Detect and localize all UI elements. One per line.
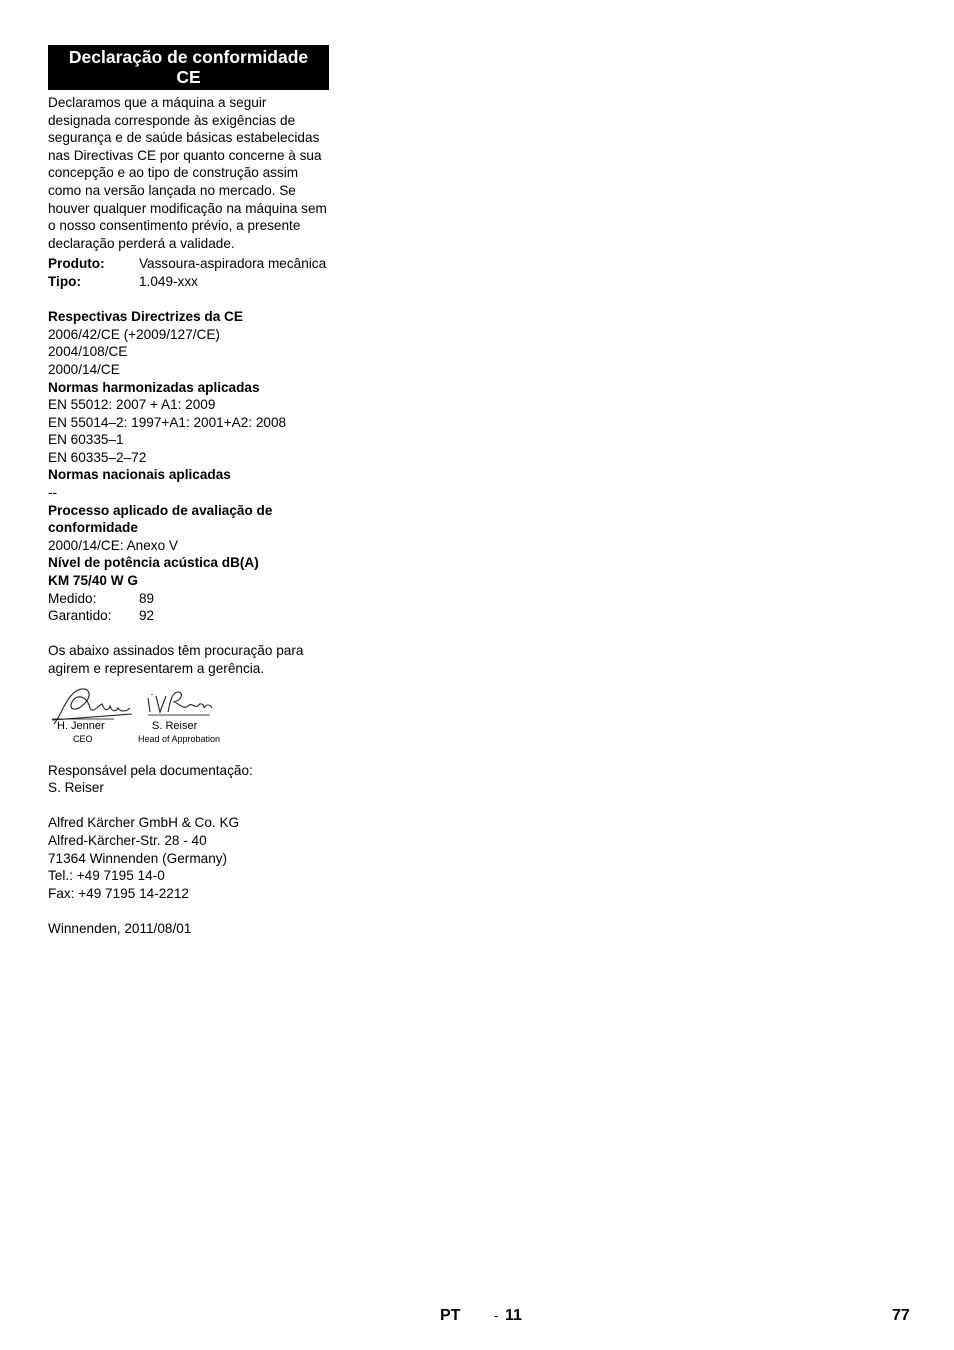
right-handwriting: i.V. Reiser bbox=[198, 727, 203, 729]
directives-heading: Respectivas Directrizes da CE bbox=[48, 309, 243, 325]
page-number: 77 bbox=[892, 1307, 910, 1324]
left-signer-name: H. Jenner bbox=[57, 719, 105, 732]
signature-block bbox=[48, 684, 329, 750]
type-row bbox=[48, 273, 329, 291]
standard-item: EN 60335–2–72 bbox=[48, 449, 147, 465]
page-title bbox=[48, 45, 329, 90]
footer-section-page: 11 bbox=[505, 1307, 522, 1324]
directive-item: 2004/108/CE bbox=[48, 344, 128, 360]
product-row bbox=[48, 255, 329, 273]
national-heading: Normas nacionais aplicadas bbox=[48, 467, 231, 483]
sound-heading: Nível de potência acústica dB(A) bbox=[48, 555, 259, 571]
measured-label: Medido: bbox=[48, 590, 97, 606]
company-address bbox=[48, 814, 329, 902]
directives-list bbox=[48, 326, 329, 379]
title-line-2: CE bbox=[176, 67, 201, 87]
guaranteed-row bbox=[48, 607, 329, 625]
standard-item: EN 55014–2: 1997+A1: 2001+A2: 2008 bbox=[48, 414, 287, 430]
place-date: Winnenden, 2011/08/01 bbox=[48, 920, 192, 936]
measured-row bbox=[48, 590, 329, 608]
procedure-value: 2000/14/CE: Anexo V bbox=[48, 537, 178, 553]
product-value: Vassoura-aspiradora mecânica bbox=[139, 256, 327, 272]
national-value: -- bbox=[48, 485, 58, 501]
procedure-heading: Processo aplicado de avaliação de conformidade bbox=[48, 502, 273, 536]
type-value: 1.049-xxx bbox=[139, 273, 198, 289]
documentation-label: Responsável pela documentação: bbox=[48, 762, 253, 778]
footer-dash: - bbox=[494, 1308, 499, 1323]
harmonized-heading: Normas harmonizadas aplicadas bbox=[48, 379, 260, 395]
address-line: Fax: +49 7195 14-2212 bbox=[48, 885, 189, 901]
intro-paragraph: Declaramos que a máquina a seguir designada corresponde às exigências de segurança e de saúde básicas estabelecidas nas Directivas CE por quanto concerne à sua concepção e ao tipo de construção assim como na versão lançada no mercado. Se houver qualquer modificação na máquina sem o nosso consentimento prévio, a presente declaração perderá a validade. bbox=[48, 95, 327, 251]
standard-item: EN 60335–1 bbox=[48, 432, 124, 448]
directive-item: 2000/14/CE bbox=[48, 361, 120, 377]
harmonized-list bbox=[48, 396, 329, 466]
address-line: Alfred Kärcher GmbH & Co. KG bbox=[48, 815, 240, 831]
left-signer-role: CEO bbox=[73, 733, 93, 744]
standard-item: EN 55012: 2007 + A1: 2009 bbox=[48, 397, 216, 413]
product-label: Produto: bbox=[48, 256, 105, 272]
right-signer-name: S. Reiser bbox=[152, 719, 198, 732]
sound-model: KM 75/40 W G bbox=[48, 573, 138, 589]
guaranteed-value: 92 bbox=[139, 608, 155, 624]
address-line: Tel.: +49 7195 14-0 bbox=[48, 868, 165, 884]
signatories-paragraph: Os abaixo assinados têm procuração para agirem e representarem a gerência. bbox=[48, 643, 304, 676]
directive-item: 2006/42/CE (+2009/127/CE) bbox=[48, 326, 220, 342]
type-label: Tipo: bbox=[48, 273, 81, 289]
address-line: 71364 Winnenden (Germany) bbox=[48, 850, 228, 866]
footer-language: PT bbox=[440, 1307, 461, 1324]
right-signer-role: Head of Approbation bbox=[138, 733, 221, 744]
declaration-column bbox=[48, 45, 329, 938]
title-line-1: Declaração de conformidade bbox=[68, 47, 309, 67]
guaranteed-label: Garantido: bbox=[48, 608, 112, 624]
measured-value: 89 bbox=[139, 590, 155, 606]
address-line: Alfred-Kärcher-Str. 28 - 40 bbox=[48, 832, 207, 848]
documentation-name: S. Reiser bbox=[48, 780, 104, 796]
